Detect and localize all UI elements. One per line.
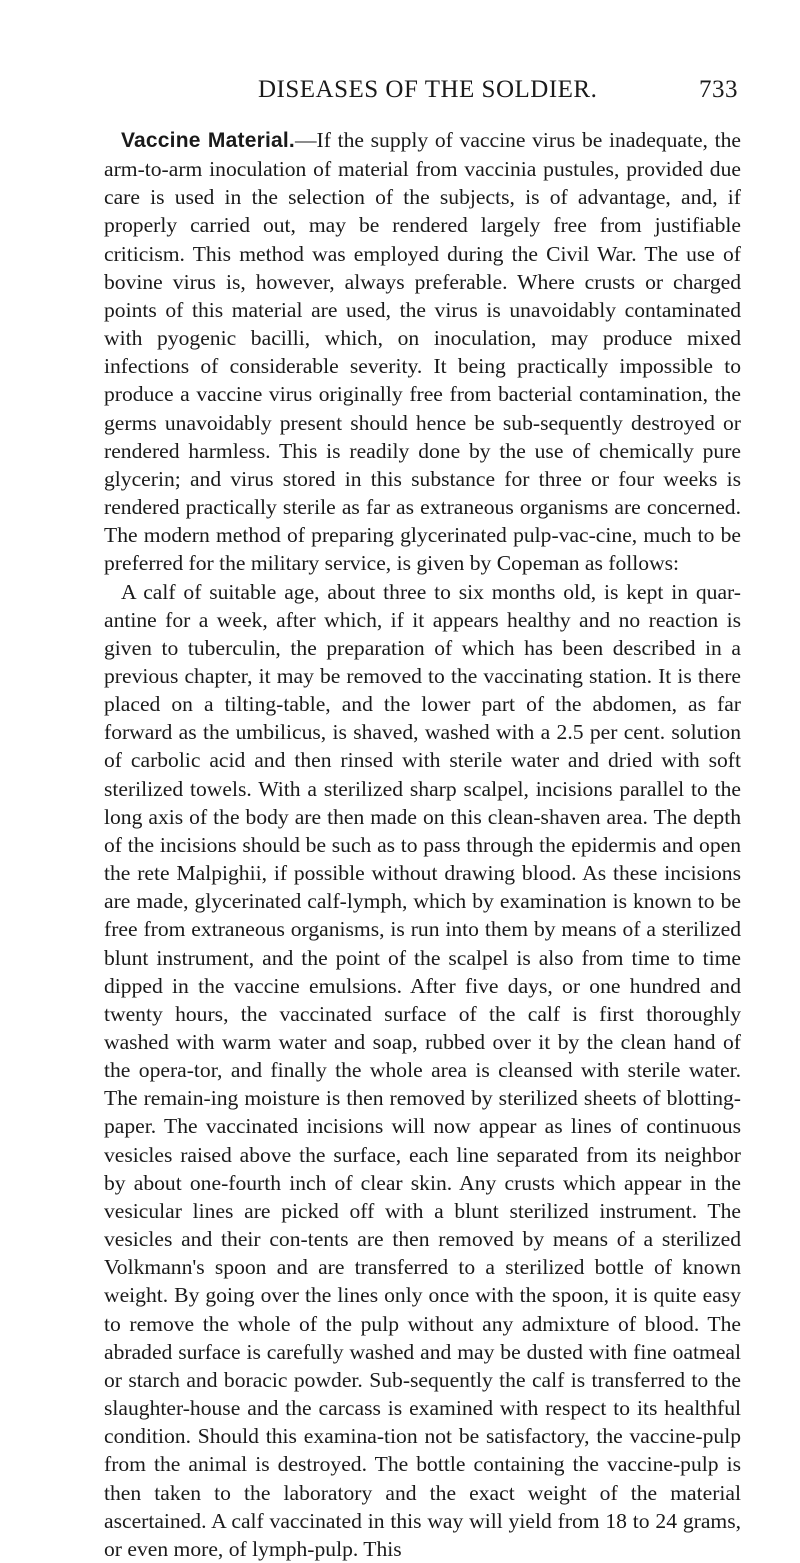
paragraph-vaccine-material [104,126,741,578]
paragraph-calf-preparation: A calf of suitable age, about three to six months old, is kept in quar-antine for a week, after which, if it appears healthy and no reaction is given to tuberculin, the preparation of which has been described in a previous chapter, it may be removed to the vaccinating station. It is there placed on a tilting-table, and the lower part of the abdomen, as far forward as the umbilicus, is shaved, washed with a 2.5 per cent. solution of carbolic acid and then rinsed with sterile water and dried with soft sterilized towels. With a sterilized sharp scalpel, incisions parallel to the long axis of the body are then made on this clean-shaven area. The depth of the incisions should be such as to pass through the epidermis and open the rete Malpighii, if possible without drawing blood. As these incisions are made, glycerinated calf-lymph, which by examination is known to be free from extraneous organisms, is run into them by means of a sterilized blunt instrument, and the point of the scalpel is also from time to time dipped in the vaccine emulsions. After five days, or one hundred and twenty hours, the vaccinated surface of the calf is first thoroughly washed with warm water and soap, rubbed over it by the clean hand of the opera-tor, and finally the whole area is cleansed with sterile water. The remain-ing moisture is then removed by sterilized sheets of blotting-paper. The vaccinated incisions will now appear as lines of continuous vesicles raised above the surface, each line separated from its neighbor by about one-fourth inch of clear skin. Any crusts which appear in the vesicular lines are picked off with a blunt sterilized instrument. The vesicles and their con-tents are then removed by means of a sterilized Volkmann's spoon and are transferred to a sterilized bottle of known weight. By going over the lines only once with the spoon, it is quite easy to remove the whole of the pulp without any admixture of blood. The abraded surface is carefully washed and may be dusted with fine oatmeal or starch and boracic powder. Sub-sequently the calf is transferred to the slaughter-house and the carcass is examined with respect to its healthful condition. Should this examina-tion not be satisfactory, the vaccine-pulp from the animal is destroyed. The bottle containing the vaccine-pulp is then taken to the laboratory and the exact weight of the material ascertained. A calf vaccinated in this way will yield from 18 to 24 grams, or even more, of lymph-pulp. This [104,579,741,1561]
running-title: DISEASES OF THE SOLDIER. [258,76,598,103]
page-number: 733 [699,76,738,103]
running-head [118,76,738,112]
paragraph-1-text: —If the supply of vaccine virus be inadequate, the arm-to-arm inoculation of material from vaccinia pustules, provided due care is used in the selection of the subjects, is of advantage, and, if properly carried out, may be rendered largely free from justifiable criticism. This method was employed during the Civil War. The use of bovine virus is, however, always preferable. Where crusts or charged points of this material are used, the virus is unavoidably contaminated with pyogenic bacilli, which, on inoculation, may produce mixed infections of considerable severity. It being practically impossible to produce a vaccine virus originally free from bacterial contamination, the germs unavoidably present should hence be sub-sequently destroyed or rendered harmless. This is readily done by the use of chemically pure glycerin; and virus stored in this substance for three or four weeks is rendered practically sterile as far as extraneous organisms are concerned. The modern method of preparing glycerinated pulp-vac-cine, much to be preferred for the military service, is given by Copeman as follows: [104,128,741,576]
section-heading: Vaccine Material. [121,129,295,152]
body-text [104,126,741,1563]
